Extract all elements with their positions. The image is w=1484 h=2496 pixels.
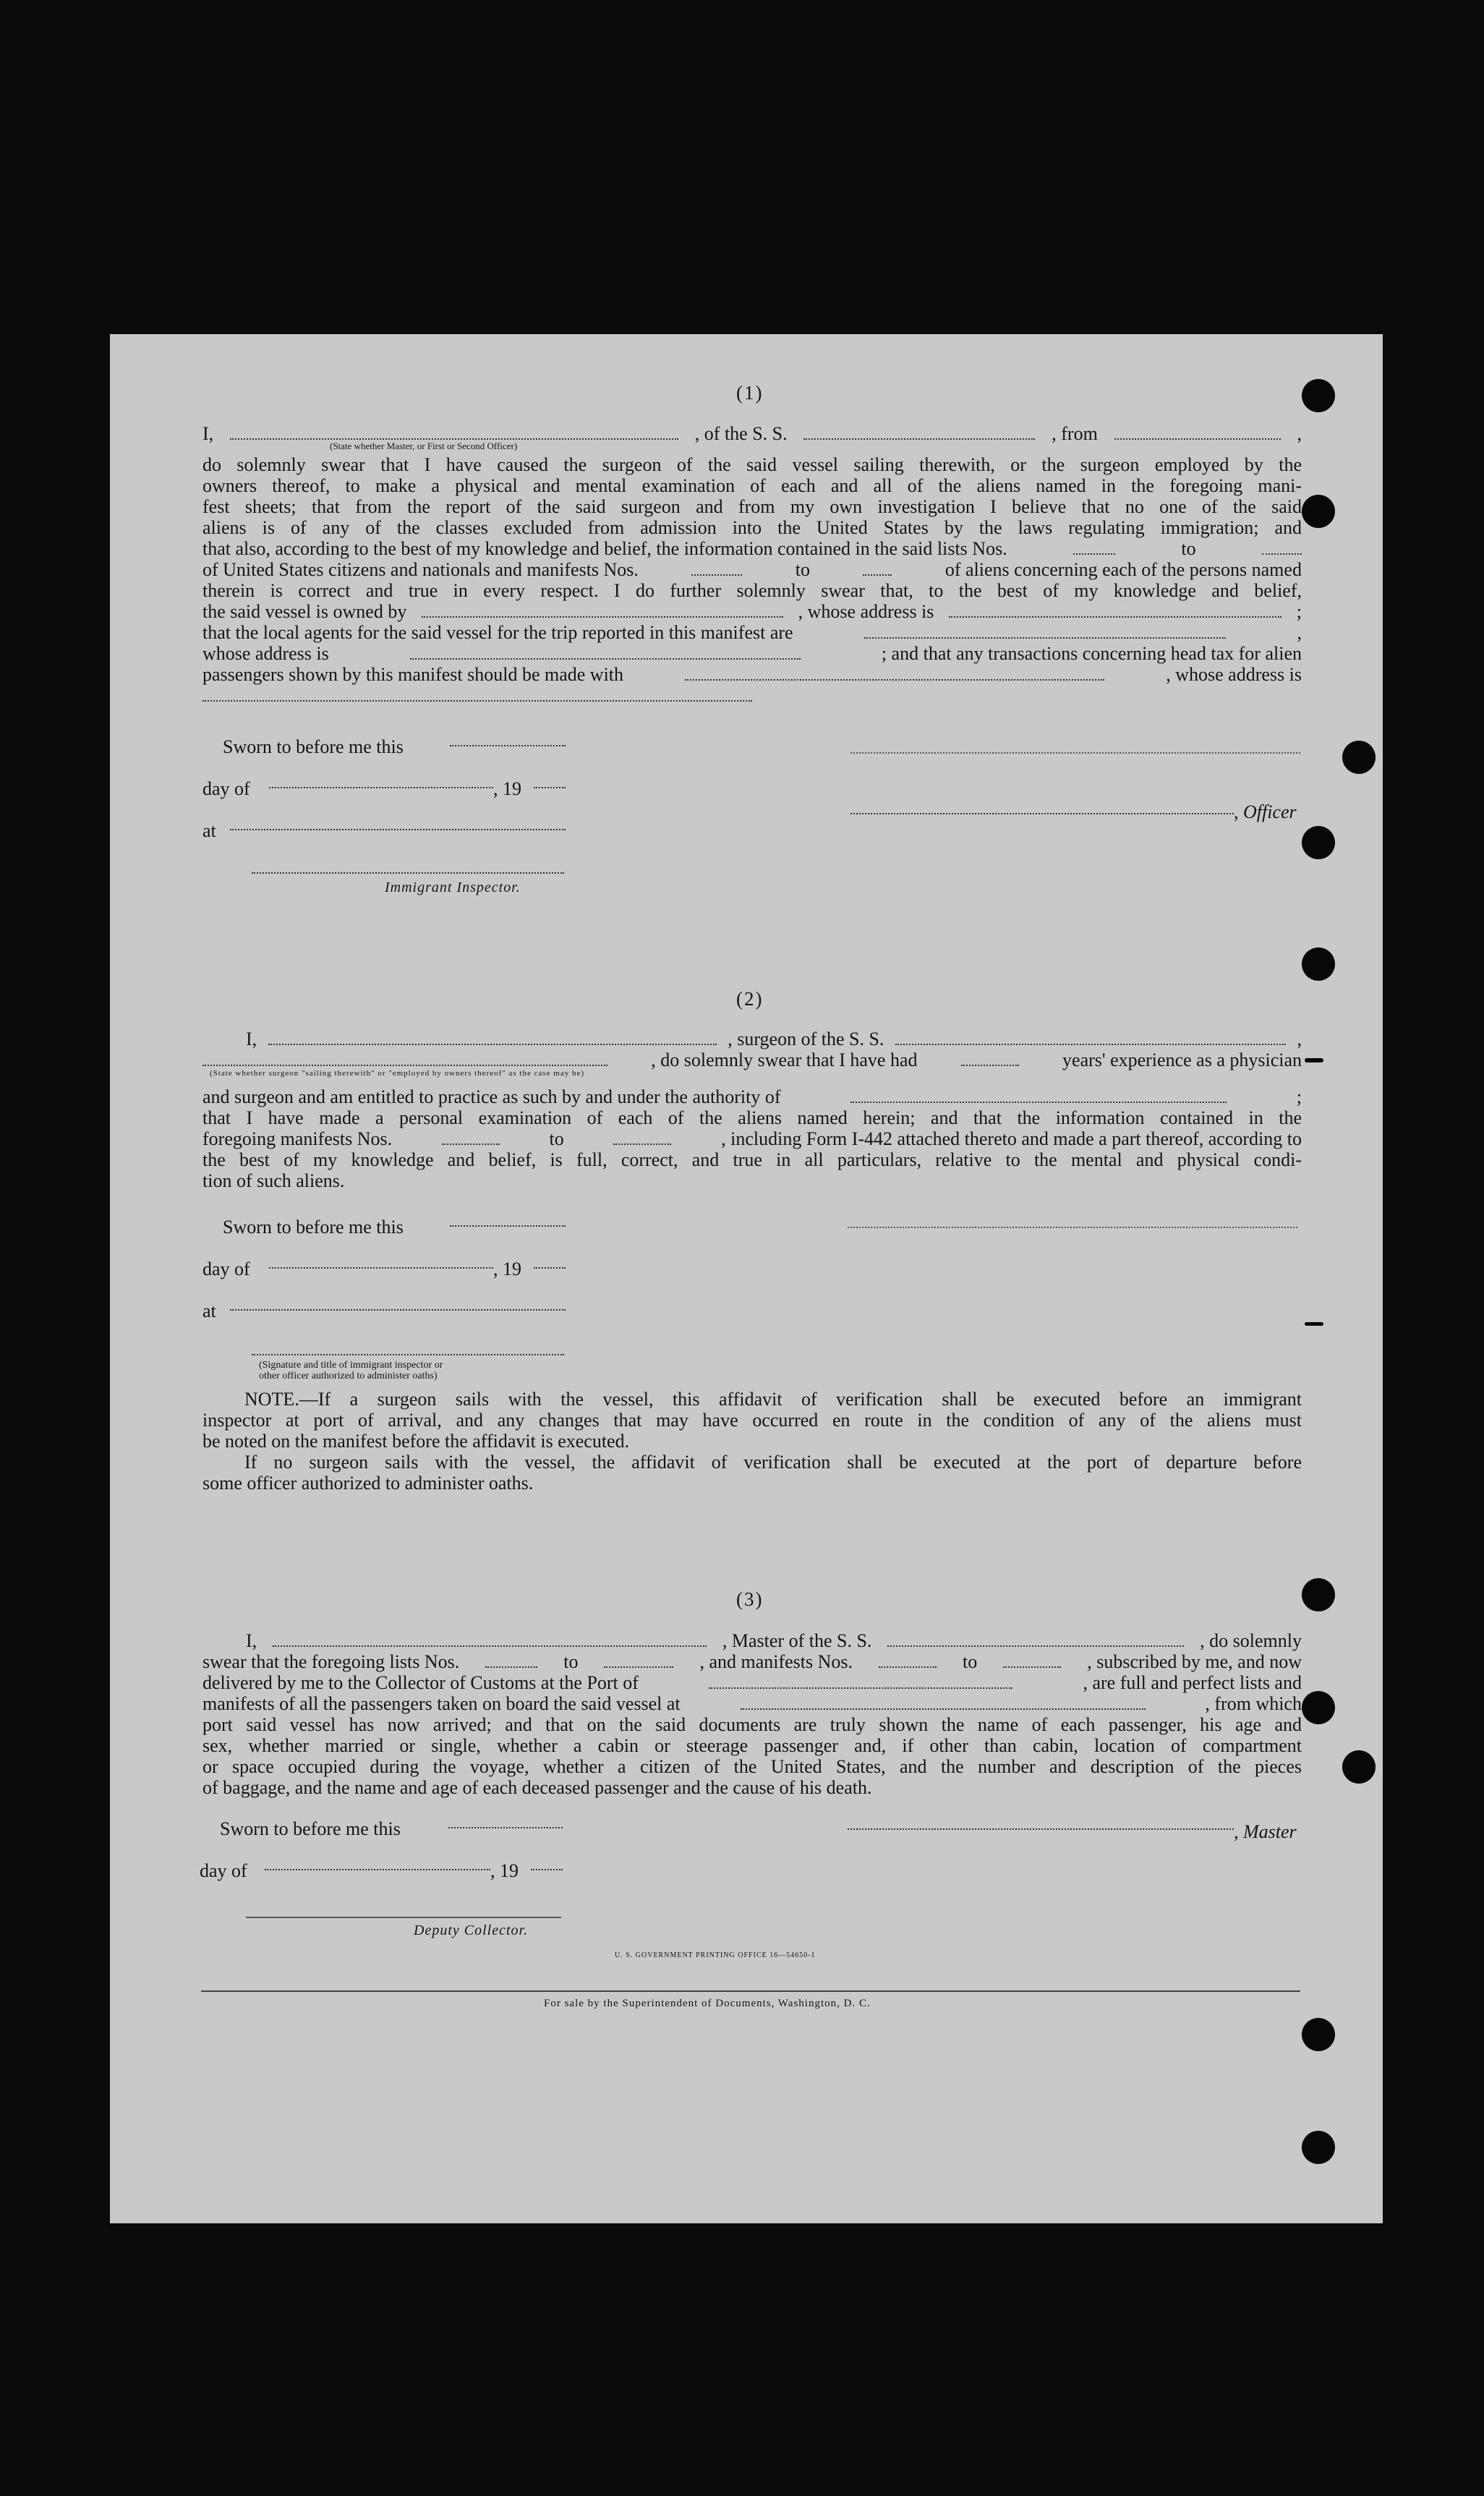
s3-deputy-label: Deputy Collector. [414, 1922, 529, 1938]
s2-year-blank[interactable] [534, 1267, 566, 1269]
punch-hole [1302, 1691, 1335, 1724]
s1-sworn-blank[interactable] [450, 745, 566, 746]
s1-line-1: I, , of the S. S. , from , [202, 423, 1302, 444]
page-mark [1305, 1322, 1323, 1326]
blank-ship-name[interactable] [803, 428, 1035, 440]
s3-year: , 19 [490, 1860, 519, 1881]
blank-years[interactable] [961, 1055, 1019, 1066]
blank-port-of-arrival[interactable] [709, 1677, 1012, 1689]
s1-officer-line[interactable] [850, 813, 1234, 814]
s2-sworn-blank[interactable] [450, 1225, 566, 1227]
s3-deputy-line[interactable] [246, 1917, 561, 1918]
blank-officer-name[interactable] [230, 428, 678, 440]
s3-sworn: Sworn to before me this [220, 1818, 401, 1839]
s2-sig-note-2: other officer authorized to administer oaths) [259, 1371, 438, 1381]
s1-year-blank[interactable] [534, 787, 566, 788]
blank-s2-manifest-from[interactable] [442, 1133, 500, 1145]
gpo-imprint: U. S. GOVERNMENT PRINTING OFFICE 16—54650-1 [615, 1951, 816, 1959]
punch-hole [1302, 1578, 1335, 1611]
blank-manifest-from[interactable] [691, 564, 742, 576]
section-3: I, , Master of the S. S. , do solemnly swear that the foregoing lists Nos. to , and manifests Nos. to , subscribed by me, and now delivered by me to the Collector of Customs at the Port of , are full and perfect lists and manifests of all the passengers taken on board the said vessel at , from which port said vessel has now arrived; and that on the said documents are truly shown the name of each passenger, his age and sex, whether married or single, whether a cabin or steerage passenger and, if other than cabin, location of compartment or space occupied during the voyage, whether a citizen of the United States, and the number and description of the pieces of baggage, and the name and age of each deceased passenger and the cause of his death. [202, 1630, 1302, 1798]
section-3-number: (3) [736, 1588, 764, 1610]
blank-s3-list-from[interactable] [485, 1656, 537, 1668]
blank-s2-manifest-to[interactable] [613, 1133, 671, 1145]
s3-year-blank[interactable] [531, 1869, 563, 1870]
punch-hole [1342, 741, 1376, 774]
s1-inspector-label: Immigrant Inspector. [385, 879, 521, 895]
punch-hole [1302, 826, 1335, 859]
s2-sworn: Sworn to before me this [223, 1217, 404, 1238]
section-2: I, , surgeon of the S. S. , , do solemnly swear that I have had years' experience as a physician (State whether surgeon "sailing therewith" or "employed by owners thereof" as the case may be) and surgeon and am entitled to practice as such by and under the authority of ; that I have made a personal examination of each of the aliens named herein; and that the information contained in the foregoing manifests Nos. to , including Form I-442 attached thereto and made a part thereof, according to the best of my knowledge and belief, is full, correct, and true in all particulars, relative to the mental and physical condi- tion of such aliens. [202, 1028, 1302, 1191]
blank-s3-manifest-from[interactable] [879, 1656, 937, 1668]
s2-at-blank[interactable] [230, 1309, 566, 1311]
footer-rule [201, 1990, 1300, 1992]
punch-hole [1302, 947, 1335, 981]
s3-day: day of [200, 1860, 247, 1881]
s2-inspector-line[interactable] [252, 1354, 564, 1355]
s2-signature-line[interactable] [848, 1227, 1297, 1228]
s1-sworn: Sworn to before me this [223, 736, 404, 757]
blank-agents-address[interactable] [410, 648, 801, 660]
blank-surgeon-status[interactable] [202, 1055, 607, 1066]
blank-list-to[interactable] [1262, 543, 1302, 555]
s1-at-blank[interactable] [230, 829, 566, 830]
blank-head-tax-agent[interactable] [685, 669, 1104, 681]
section-1: I, , of the S. S. , from , (State whether Master, or First or Second Officer) do solemnly swear that I have caused the surgeon of the said vessel sailing therewith, or the surgeon employed by the owners thereof, to make a physical and mental examination of each and all of the aliens named in the foregoing mani- fest sheets; that from the report of the said surgeon and from my own investigation I believe that no one of the said aliens is of any of the classes excluded from admission into the United States by the laws regulating immigration; and that also, according to the best of my knowledge and belief, the information contained in the said lists Nos. to of United States citizens and nationals and manifests Nos. to of aliens concerning each of the persons named therein is correct and true in every respect. I do further solemnly swear that, to the best of my knowledge and belief, the said vessel is owned by , whose address is ; that the local agents for the said vessel for the trip reported in this manifest are , whose address is ; and that any transactions concerning head tax for alien passengers shown by this manifest should be made with , whose address is [202, 423, 1302, 706]
s2-year: , 19 [493, 1258, 521, 1279]
punch-hole [1302, 379, 1335, 412]
s3-master-line[interactable] [848, 1828, 1234, 1830]
s1-inspector-line[interactable] [252, 872, 564, 874]
punch-hole [1342, 1750, 1376, 1784]
s1-officer-label: , Officer [1234, 801, 1297, 822]
s1-day-blank[interactable] [269, 787, 493, 788]
page-mark [1305, 1058, 1323, 1062]
sale-notice: For sale by the Superintendent of Documents, Washington, D. C. [544, 1998, 871, 2009]
blank-master-name[interactable] [273, 1635, 707, 1647]
s3-sworn-blank[interactable] [448, 1827, 563, 1828]
s2-sig-note-1: (Signature and title of immigrant inspector or [259, 1360, 443, 1371]
s1-day: day of [202, 778, 250, 799]
punch-hole [1302, 2131, 1335, 2164]
blank-authority[interactable] [850, 1091, 1227, 1103]
punch-hole [1302, 495, 1335, 528]
s1-signature-line[interactable] [850, 752, 1300, 754]
s2-at: at [202, 1300, 216, 1321]
s2-status-note: (State whether surgeon "sailing therewith" or "employed by owners thereof" as the case may be) [210, 1069, 585, 1078]
blank-list-from[interactable] [1073, 543, 1115, 555]
s1-officer-note: (State whether Master, or First or Second Officer) [330, 440, 518, 451]
s2-day-blank[interactable] [269, 1267, 493, 1269]
blank-ship-name-3[interactable] [887, 1635, 1184, 1647]
s2-day: day of [202, 1258, 250, 1279]
s1-at: at [202, 820, 216, 841]
section-1-number: (1) [736, 382, 764, 404]
blank-agents[interactable] [864, 627, 1226, 639]
blank-surgeon-name[interactable] [268, 1034, 717, 1045]
blank-port-of-departure[interactable] [741, 1698, 1146, 1710]
blank-s3-list-to[interactable] [604, 1656, 673, 1668]
blank-manifest-to[interactable] [863, 564, 892, 576]
s3-master-label: , Master [1234, 1821, 1297, 1842]
s1-year: , 19 [493, 778, 521, 799]
section-2-number: (2) [736, 988, 764, 1010]
blank-owner-address[interactable] [949, 606, 1282, 618]
blank-ship-name-2[interactable] [895, 1034, 1286, 1045]
punch-hole [1302, 2018, 1335, 2051]
blank-s3-manifest-to[interactable] [1003, 1656, 1061, 1668]
s2-note: NOTE.—If a surgeon sails with the vessel, this affidavit of verification shall be executed before an immigrant inspector at port of arrival, and any changes that may have occurred en route in the condition of any of the aliens must be noted on the manifest before the affidavit is executed. If no surgeon sails with the vessel, the affidavit of verification shall be executed at the port of departure before some officer authorized to administer oaths. [202, 1389, 1302, 1494]
blank-from-port[interactable] [1114, 428, 1281, 440]
s3-day-blank[interactable] [265, 1869, 490, 1870]
blank-owner[interactable] [422, 606, 783, 618]
blank-head-tax-address[interactable] [202, 690, 752, 702]
